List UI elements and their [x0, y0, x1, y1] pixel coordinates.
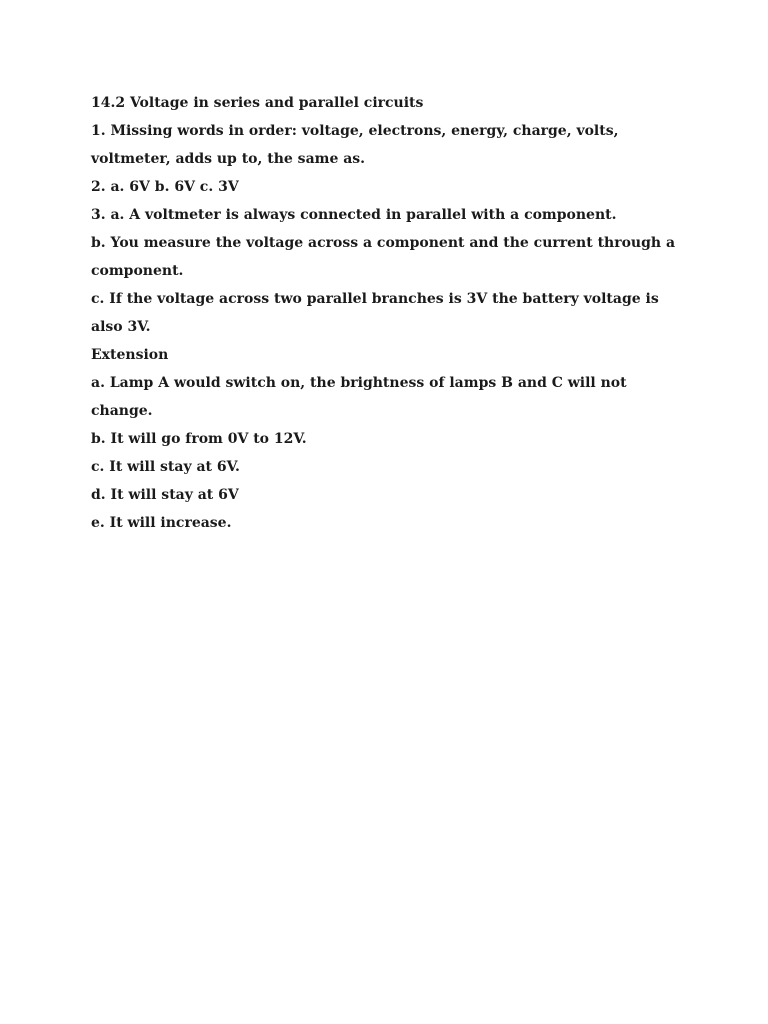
extension-d: d. It will stay at 6V — [91, 487, 239, 503]
extension-e: e. It will increase. — [91, 515, 232, 531]
extension-a: a. Lamp A would switch on, the brightness of lamps B and C will not change. — [91, 375, 627, 419]
document-body — [91, 89, 691, 537]
answer-1: 1. Missing words in order: voltage, electrons, energy, charge, volts, voltmeter, adds up to, the same as. — [91, 123, 619, 167]
answer-2: 2. a. 6V b. 6V c. 3V — [91, 179, 239, 195]
answer-3b: b. You measure the voltage across a component and the current through a component. — [91, 235, 676, 279]
answer-3a: 3. a. A voltmeter is always connected in parallel with a component. — [91, 207, 617, 223]
answer-3c: c. If the voltage across two parallel branches is 3V the battery voltage is also 3V. — [91, 291, 659, 335]
extension-heading: Extension — [91, 347, 169, 363]
extension-c: c. It will stay at 6V. — [91, 459, 240, 475]
extension-b: b. It will go from 0V to 12V. — [91, 431, 307, 447]
section-heading: 14.2 Voltage in series and parallel circuits — [91, 95, 424, 111]
